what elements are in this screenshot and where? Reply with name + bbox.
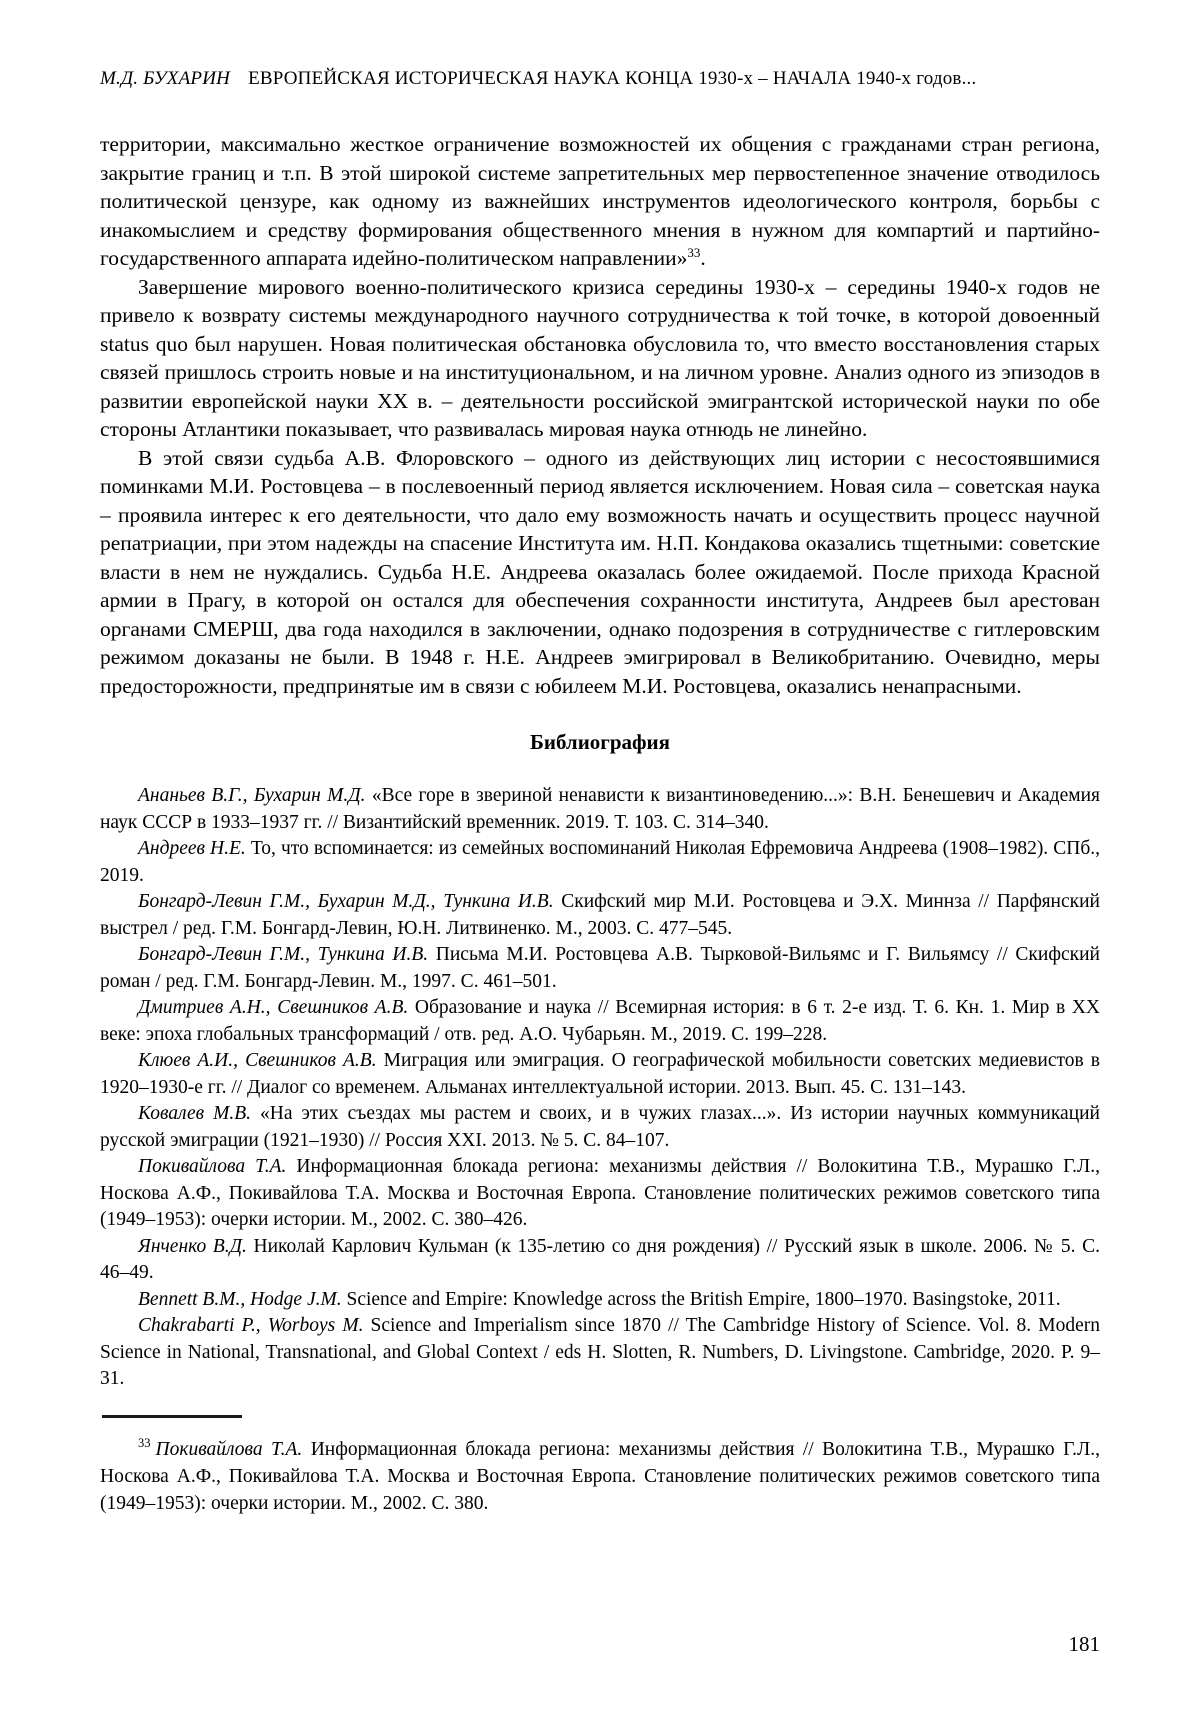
footnote-number: 33 (138, 1436, 151, 1450)
entry-authors: Bennett B.M., Hodge J.M. (138, 1288, 342, 1310)
bibliography-entry (100, 1154, 1100, 1234)
bibliography-entry (100, 1287, 1100, 1314)
footnote-separator (102, 1415, 242, 1418)
main-text (100, 130, 1100, 700)
paragraph-text: Завершение мирового военно-политического кризиса середины 1930-х – середины 1940-х годов не привело к возврату системы международного научного сотрудничества к той точке, в которой довоенный status quo был нарушен. Новая политическая обстановка обусловила то, что вместо восстановления старых связей пришлось строить новые и на институциональном, и на личном уровне. Анализ одного из эпизодов в развитии европейской науки XX в. – деятельности российской эмигрантской исторической науки по обе стороны Атлантики показывает, что развивалась мировая наука отнюдь не линейно. (100, 274, 1100, 441)
entry-authors: Chakrabarti P., Worboys M. (138, 1315, 364, 1336)
entry-authors: Покивайлова Т.А. (138, 1156, 287, 1177)
entry-authors: Ананьев В.Г., Бухарин М.Д. (138, 785, 366, 806)
entry-text: Миграция или эмиграция. О географической мобильности советских медиевистов в 1920–1930-е гг. // Диалог со временем. Альманах интеллектуальной истории. 2013. Вып. 45. С. 131–143. (100, 1050, 1100, 1098)
running-head (100, 68, 1100, 90)
entry-text: Science and Empire: Knowledge across the British Empire, 1800–1970. Basingstoke, 2011. (341, 1288, 1061, 1310)
entry-authors: Клюев А.И., Свешников А.В. (138, 1050, 377, 1071)
entry-authors: Ковалев М.В. (138, 1103, 252, 1124)
page-number: 181 (1068, 1632, 1100, 1656)
paragraph-text: . (700, 246, 706, 270)
paragraph (100, 273, 1100, 444)
entry-text: Информационная блокада региона: механизмы действия // Волокитина Т.В., Мурашко Г.Л., Носкова А.Ф., Покивайлова Т.А. Москва и Восточная Европа. Становление политических режимов советского типа (1949–1953): очерки истории. М., 2002. С. 380–426. (100, 1156, 1100, 1230)
footnote-text: Информационная блокада региона: механизмы действия // Волокитина Т.В., Мурашко Г.Л., Носкова А.Ф., Покивайлова Т.А. Москва и Восточная Европа. Становление политических режимов советского типа (1949–1953): очерки истории. М., 2002. С. 380. (100, 1438, 1101, 1514)
bibliography-entry (100, 1048, 1100, 1101)
bibliography-entry (100, 1101, 1100, 1154)
paragraph-text: В этой связи судьба А.В. Флоровского – одного из действующих лиц истории с несостоявшимися поминками М.И. Ростовцева – в послевоенный период является исключением. Новая сила – советская наука – проявила интерес к его деятельности, что дало ему возможность начать и осуществить процесс научной репатриации, при этом надежды на спасение Института им. Н.П. Кондакова оказались тщетными: советские власти в нем не нуждались. Судьба Н.Е. Андреева оказалась более ожидаемой. После прихода Красной армии в Прагу, в которой он остался для обеспечения сохранности института, Андреев был арестован органами СМЕРШ, два года находился в заключении, однако подозрения в сотрудничестве с гитлеровским режимом доказаны не были. В 1948 г. Н.Е. Андреев эмигрировал в Великобританию. Очевидно, меры предосторожности, предпринятые им в связи с юбилеем М.И. Ростовцева, оказались ненапрасными. (100, 445, 1100, 698)
entry-text: «На этих съездах мы растем и своих, и в чужих глазах...». Из истории научных коммуникаций русской эмиграции (1921–1930) // Россия XXI. 2013. № 5. С. 84–107. (100, 1103, 1100, 1151)
bibliography-entry (100, 942, 1100, 995)
entry-text: Science and Imperialism since 1870 // The Cambridge History of Science. Vol. 8. Modern Science in National, Transnational, and Global Context / eds H. Slotten, R. Numbers, D. Livingstone. Cambridge, 2020. P. 9–31. (100, 1315, 1100, 1389)
bibliography-entry (100, 783, 1100, 836)
entry-text: То, что вспоминается: из семейных воспоминаний Николая Ефремовича Андреева (1908–1982). СПб., 2019. (100, 838, 1101, 886)
entry-authors: Бонгард-Левин Г.М., Тункина И.В. (138, 944, 429, 965)
paragraph-text: территории, максимально жесткое ограничение возможностей их общения с гражданами стран региона, закрытие границ и т.п. В этой широкой системе запретительных мер первостепенное значение отводилось политической цензуре, как одному из важнейших инструментов идеологического контроля, борьбы с инакомыслием и средству формирования общественного мнения в нужном для компартий и партийно-государственного аппарата идейно-политическом направлении» (100, 132, 1100, 270)
entry-text: Скифский мир М.И. Ростовцева и Э.Х. Миннза // Парфянский выстрел / ред. Г.М. Бонгард-Левин, Ю.Н. Литвиненко. М., 2003. С. 477–545. (100, 891, 1100, 939)
bibliography-entry (100, 889, 1100, 942)
footnote (100, 1436, 1100, 1517)
running-head-author: М.Д. БУХАРИН (100, 68, 231, 89)
entry-authors: Бонгард-Левин Г.М., Бухарин М.Д., Тункина И.В. (138, 891, 554, 912)
entry-text: Николай Карлович Кульман (к 135-летию со дня рождения) // Русский язык в школе. 2006. № 5. С. 46–49. (100, 1235, 1101, 1283)
entry-authors: Андреев Н.Е. (138, 838, 246, 859)
paragraph (100, 444, 1100, 701)
entry-text: «Все горе в звериной ненависти к византиноведению...»: В.Н. Бенешевич и Академия наук СССР в 1933–1937 гг. // Византийский временник. 2019. Т. 103. С. 314–340. (100, 785, 1100, 833)
running-head-title: ЕВРОПЕЙСКАЯ ИСТОРИЧЕСКАЯ НАУКА КОНЦА 1930-х – НАЧАЛА 1940-х годов... (248, 68, 977, 89)
bibliography-entry (100, 1234, 1100, 1287)
entry-authors: Дмитриев А.Н., Свешников А.В. (138, 997, 409, 1018)
footnote-reference: 33 (687, 244, 701, 260)
entry-text: Письма М.И. Ростовцева А.В. Тырковой-Вильямс и Г. Вильямсу // Скифский роман / ред. Г.М. Бонгард-Левин. М., 1997. С. 461–501. (100, 944, 1100, 992)
bibliography-entry (100, 995, 1100, 1048)
bibliography-heading: Библиография (529, 730, 671, 754)
entry-authors: Янченко В.Д. (138, 1235, 247, 1257)
paragraph (100, 130, 1100, 273)
bibliography-entry (100, 836, 1100, 889)
bibliography-list (100, 783, 1100, 1393)
footnote-authors: Покивайлова Т.А. (155, 1438, 303, 1460)
entry-text: Образование и наука // Всемирная история: в 6 т. 2-е изд. Т. 6. Кн. 1. Мир в XX веке: эпоха глобальных трансформаций / отв. ред. А.О. Чубарьян. М., 2019. С. 199–228. (100, 997, 1100, 1045)
bibliography-entry (100, 1313, 1100, 1393)
